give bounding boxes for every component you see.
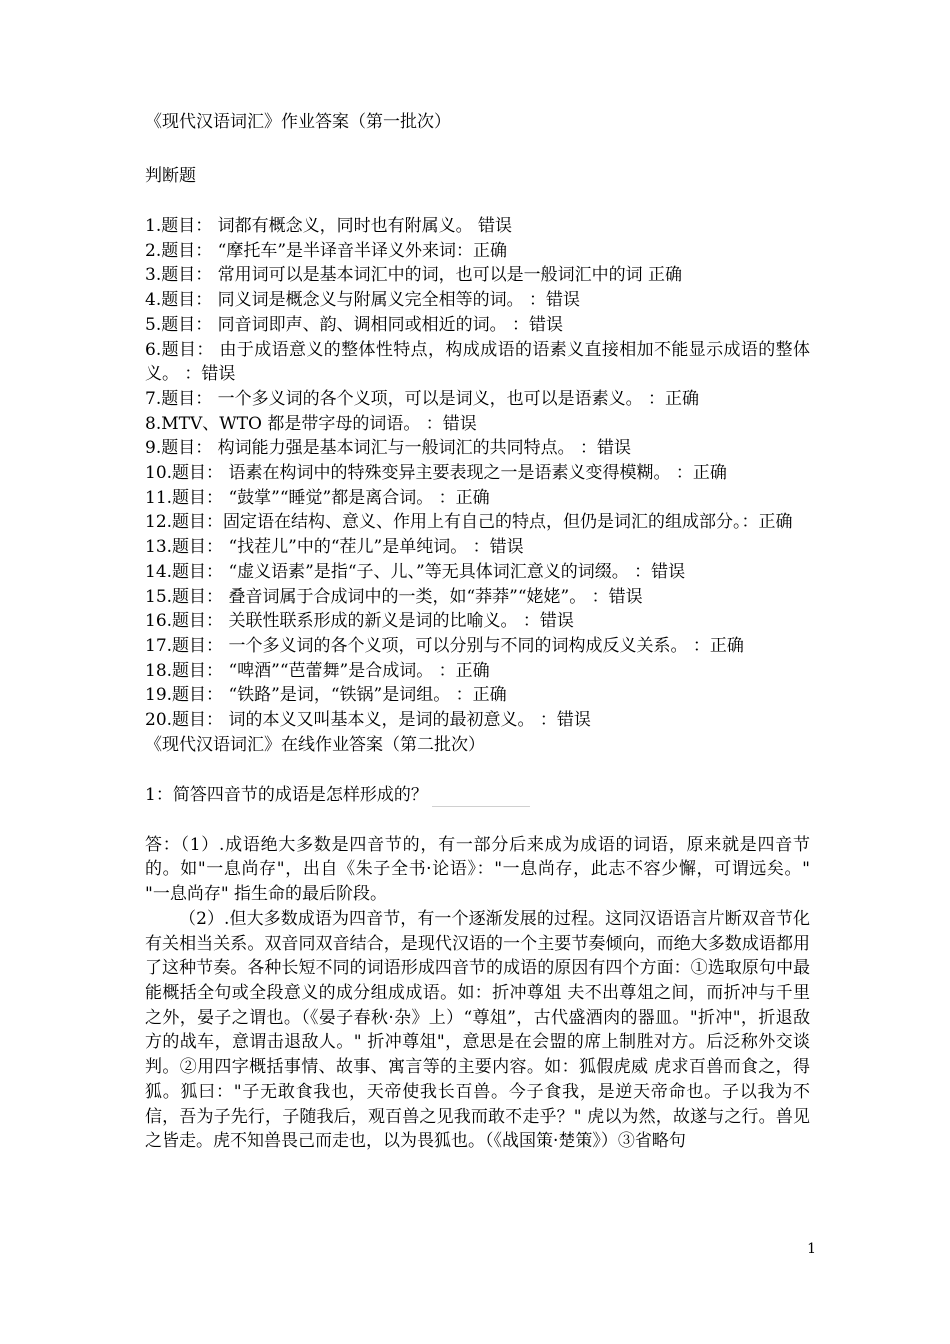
list-item: 18.题目： “啤酒”“芭蕾舞”是合成词。 ：正确 xyxy=(145,660,490,681)
list-item: 17.题目： 一个多义词的各个义项，可以分别与不同的词构成反义关系。 ：正确 xyxy=(145,635,744,656)
question-row xyxy=(145,783,810,807)
answer-block xyxy=(145,833,810,1154)
list-item: 6.题目： 由于成语意义的整体性特点，构成成语的语素义直接相加不能显示成语的整体义。 ：错误 xyxy=(145,339,810,385)
list-item: 19.题目： “铁路”是词，“铁锅”是词组。 ：正确 xyxy=(145,685,507,706)
list-item: 14.题目： “虚义语素”是指“子、儿、”等无具体词汇意义的词缀。 ：错误 xyxy=(145,561,686,582)
list-item: 13.题目： “找茬儿”中的“茬儿”是单纯词。 ：错误 xyxy=(145,537,524,558)
answer-blank-line xyxy=(432,788,530,807)
list-item: 16.题目： 关联性联系形成的新义是词的比喻义。 ：错误 xyxy=(145,611,574,632)
document-body xyxy=(145,110,810,1154)
list-item: 15.题目： 叠音词属于合成词中的一类，如“莽莽”“姥姥”。 ：错误 xyxy=(145,586,643,607)
answer-paragraph: 答：（1）.成语绝大多数是四音节的，有一部分后来成为成语的词语，原来就是四音节的。如"一息尚存"，出自《朱子全书·论语》："一息尚存，此志不容少懈，可谓远矣。" "一息尚存" 指生命的最后阶段。 xyxy=(145,834,810,905)
list-item: 2.题目： “摩托车”是半译音半译义外来词：正确 xyxy=(145,240,508,261)
doc-title-first-batch: 《现代汉语词汇》作业答案（第一批次） xyxy=(145,112,451,132)
list-item: 7.题目： 一个多义词的各个义项，可以是词义，也可以是语素义。 ：正确 xyxy=(145,388,700,409)
list-item: 4.题目： 同义词是概念义与附属义完全相等的词。 ：错误 xyxy=(145,290,581,311)
list-item: 20.题目： 词的本义又叫基本义，是词的最初意义。 ：错误 xyxy=(145,710,591,731)
list-item: 12.题目：固定语在结构、意义、作用上有自己的特点，但仍是词汇的组成部分。：正确 xyxy=(145,512,793,533)
answer-paragraph: （2）.但大多数成语为四音节，有一个逐渐发展的过程。这同汉语语言片断双音节化有关相当关系。双音同双音结合，是现代汉语的一个主要节奏倾向，而绝大多数成语都用了这种节奏。各种长短不同的词语形成四音节的成语的原因有四个方面：①选取原句中最能概括全句或全段意义的成分组成成语。如：折冲尊俎 夫不出尊俎之间，而折冲与千里之外，晏子之谓也。（《晏子春秋·杂》上）“尊俎”，古代盛酒肉的器皿。"折冲"，折退敌方的战车，意谓击退敌人。" 折冲尊俎"，意思是在会盟的席上制胜对方。后泛称外交谈判。②用四字概括事情、故事、寓言等的主要内容。如：狐假虎威 虎求百兽而食之，得狐。狐曰："子无敢食我也，天帝使我长百兽。今子食我，是逆天帝命也。子以我为不信，吾为子先行，子随我后，观百兽之见我而敢不走乎？" 虎以为然，故遂与之行。兽见之皆走。虎不知兽畏己而走也，以为畏狐也。（《战国策·楚策》）③省略句 xyxy=(145,908,810,1152)
list-item: 1.题目： 词都有概念义，同时也有附属义。 错误 xyxy=(145,216,513,236)
true-false-list xyxy=(145,214,810,733)
question-text: 1：简答四音节的成语是怎样形成的？ xyxy=(145,784,428,805)
doc-title-second-batch: 《现代汉语词汇》在线作业答案（第二批次） xyxy=(145,734,485,755)
list-item: 11.题目： “鼓掌”“睡觉”都是离合词。 ：正确 xyxy=(145,487,490,508)
list-item: 8.MTV、WTO 都是带字母的词语。 ：错误 xyxy=(145,413,477,434)
list-item: 5.题目： 同音词即声、韵、调相同或相近的词。 ：错误 xyxy=(145,314,564,335)
list-item: 10.题目： 语素在构词中的特殊变异主要表现之一是语素义变得模糊。 ：正确 xyxy=(145,463,727,484)
page-number: 1 xyxy=(807,1241,816,1257)
section-label-true-false: 判断题 xyxy=(145,166,196,186)
list-item: 9.题目： 构词能力强是基本词汇与一般词汇的共同特点。 ：错误 xyxy=(145,438,632,459)
list-item: 3.题目： 常用词可以是基本词汇中的词，也可以是一般词汇中的词 正确 xyxy=(145,265,683,286)
